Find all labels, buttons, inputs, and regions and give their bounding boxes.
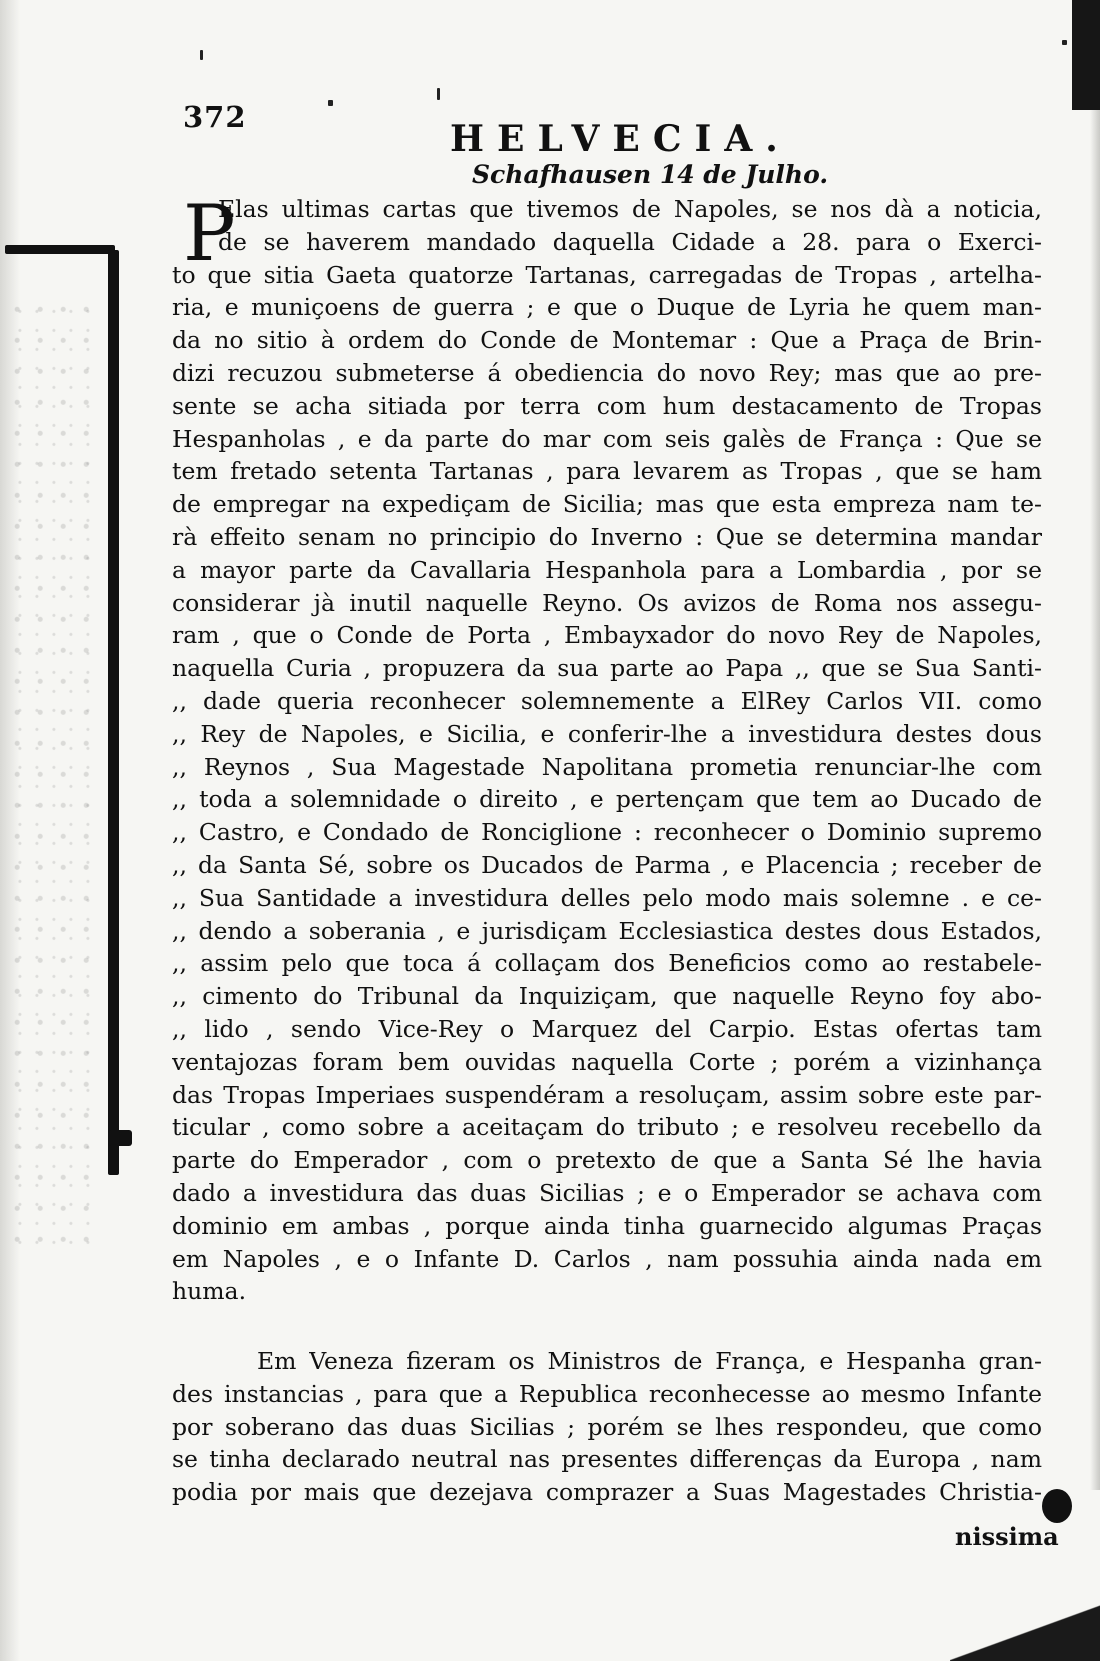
ink-speck	[437, 88, 440, 100]
text-line: Em Veneza fizeram os Ministros de França, e Hespanha gran-	[257, 1347, 1042, 1375]
scan-edge-bottom-right	[950, 1591, 1100, 1661]
text-line: to que sitia Gaeta quatorze Tartanas, carregadas de Tropas , artelha-	[172, 260, 1042, 289]
ink-speck	[328, 100, 333, 106]
ink-speck	[1062, 40, 1067, 45]
scan-edge-right	[1090, 110, 1100, 1490]
text-line: em Napoles , e o Infante D. Carlos , nam possuhia ainda nada em	[172, 1244, 1042, 1273]
article-paragraph-2	[172, 1345, 1042, 1509]
text-line: ram , que o Conde de Porta , Embayxador do novo Rey de Napoles,	[172, 621, 1042, 650]
text-line: naquella Curia , propuzera da sua parte ao Papa ,, que se Sua Santi-	[172, 654, 1042, 683]
text-line: dado a investidura das duas Sicilias ; e o Emperador se achava com	[172, 1178, 1042, 1207]
dateline: Schafhausen 14 de Julho.	[472, 160, 829, 189]
text-line: por soberano das duas Sicilias ; porém se lhes respondeu, que como	[172, 1412, 1042, 1441]
text-line: a mayor parte da Cavallaria Hespanhola para a Lombardia , por se	[172, 555, 1042, 584]
text-line: da no sitio à ordem do Conde de Montemar : Que a Praça de Brin-	[172, 326, 1042, 355]
text-line: se tinha declarado neutral nas presentes differenças da Europa , nam	[172, 1445, 1042, 1474]
scan-edge-right-top	[1072, 0, 1100, 110]
text-line: ventajozas foram bem ouvidas naquella Corte ; porém a vizinhança	[172, 1047, 1042, 1076]
text-line: Elas ultimas cartas que tivemos de Napoles, se nos dà a noticia,	[218, 195, 1042, 223]
page-number: 372	[183, 100, 247, 134]
ink-speck	[200, 50, 203, 60]
text-line: ria, e muniçoens de guerra ; e que o Duque de Lyria he quem man-	[172, 293, 1042, 322]
text-line: ,, lido , sendo Vice-Rey o Marquez del Carpio. Estas ofertas tam	[172, 1014, 1042, 1043]
text-line: Hespanholas , e da parte do mar com seis galès de França : Que se	[172, 424, 1042, 453]
scan-speckle	[8, 300, 103, 1250]
text-line: rà effeito senam no principio do Inverno : Que se determina mandar	[172, 522, 1042, 551]
text-line: ,, toda a solemnidade o direito , e pertençam que tem ao Ducado de	[172, 785, 1042, 814]
section-heading: HELVECIA.	[450, 118, 791, 160]
text-line: ,, Castro, e Condado de Ronciglione : reconhecer o Dominio supremo	[172, 818, 1042, 847]
text-line: ,, da Santa Sé, sobre os Ducados de Parma , e Placencia ; receber de	[172, 850, 1042, 879]
text-line: dominio em ambas , porque ainda tinha guarnecido algumas Praças	[172, 1211, 1042, 1240]
text-line: podia por mais que dezejava comprazer a Suas Magestades Christia-	[172, 1478, 1042, 1507]
text-line: de empregar na expediçam de Sicilia; mas que esta empreza nam te-	[172, 490, 1042, 519]
text-line: de se haverem mandado daquella Cidade a 28. para o Exerci-	[218, 227, 1042, 256]
text-line: ,, Sua Santidade a investidura delles pelo modo mais solemne . e ce-	[172, 883, 1042, 912]
text-line: considerar jà inutil naquelle Reyno. Os avizos de Roma nos assegu-	[172, 588, 1042, 617]
text-line: ticular , como sobre a aceitaçam do tributo ; e resolveu recebello da	[172, 1113, 1042, 1142]
ink-blot	[1042, 1489, 1072, 1523]
text-line: sente se acha sitiada por terra com hum destacamento de Tropas	[172, 391, 1042, 420]
catchword: nissima	[955, 1522, 1059, 1551]
text-line: ,, dendo a soberania , e jurisdiçam Ecclesiastica destes dous Estados,	[172, 916, 1042, 945]
text-line: ,, assim pelo que toca á collaçam dos Beneficios como ao restabele-	[172, 949, 1042, 978]
text-line: tem fretado setenta Tartanas , para levarem as Tropas , que se ham	[172, 457, 1042, 486]
text-line: ,, cimento do Tribunal da Inquiziçam, que naquelle Reyno foy abo-	[172, 982, 1042, 1011]
text-line: ,, Rey de Napoles, e Sicilia, e conferir-lhe a investidura destes dous	[172, 719, 1042, 748]
text-line: ,, dade queria reconhecer solemnemente a ElRey Carlos VII. como	[172, 686, 1042, 715]
drop-cap: P	[183, 189, 236, 279]
text-line: parte do Emperador , com o pretexto de que a Santa Sé lhe havia	[172, 1146, 1042, 1175]
margin-bracket-line	[108, 250, 119, 1175]
text-line: ,, Reynos , Sua Magestade Napolitana prometia renunciar-lhe com	[172, 752, 1042, 781]
margin-bracket-top	[5, 245, 115, 254]
text-line: dizi recuzou submeterse á obediencia do novo Rey; mas que ao pre-	[172, 358, 1042, 387]
article-paragraph-1	[172, 189, 1042, 1308]
text-line: des instancias , para que a Republica reconhecesse ao mesmo Infante	[172, 1379, 1042, 1408]
text-line: huma.	[172, 1277, 247, 1306]
margin-bracket-foot	[108, 1130, 132, 1146]
text-line: das Tropas Imperiaes suspendéram a resoluçam, assim sobre este par-	[172, 1080, 1042, 1109]
